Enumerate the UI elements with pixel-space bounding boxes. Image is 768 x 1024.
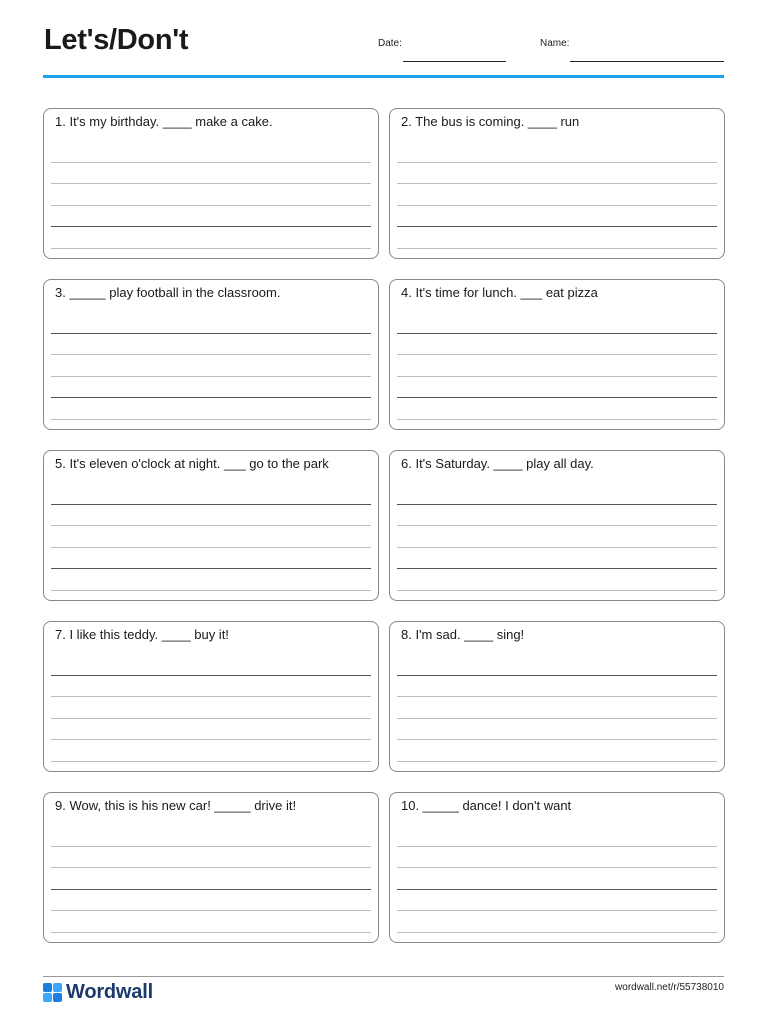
question-grid: [43, 108, 725, 943]
answer-lines[interactable]: [397, 312, 717, 420]
footer-url: wordwall.net/r/55738010: [615, 982, 724, 993]
question-card: [43, 792, 379, 943]
date-label: Date:: [378, 38, 402, 49]
wordwall-logo-text: Wordwall: [66, 981, 153, 1003]
answer-lines[interactable]: [51, 654, 371, 762]
question-prompt: 2. The bus is coming. ____ run: [401, 114, 580, 129]
question-prompt: 3. _____ play football in the classroom.: [55, 285, 281, 300]
answer-lines[interactable]: [397, 654, 717, 762]
answer-lines[interactable]: [51, 825, 371, 933]
question-card: [389, 792, 725, 943]
question-card: [43, 450, 379, 601]
footer-divider: [43, 976, 724, 977]
wordwall-logo-icon: [43, 983, 62, 1002]
question-card: [389, 279, 725, 430]
question-card: [389, 108, 725, 259]
answer-lines[interactable]: [51, 312, 371, 420]
answer-lines[interactable]: [397, 825, 717, 933]
worksheet-title: Let's/Don't: [44, 24, 189, 56]
date-field-line[interactable]: [403, 61, 506, 62]
question-prompt: 6. It's Saturday. ____ play all day.: [401, 456, 594, 471]
question-prompt: 1. It's my birthday. ____ make a cake.: [55, 114, 273, 129]
answer-lines[interactable]: [51, 141, 371, 249]
question-card: [43, 621, 379, 772]
question-prompt: 10. _____ dance! I don't want: [401, 798, 572, 813]
question-prompt: 5. It's eleven o'clock at night. ___ go to the park: [55, 456, 329, 471]
question-prompt: 7. I like this teddy. ____ buy it!: [55, 627, 229, 642]
question-prompt: 9. Wow, this is his new car! _____ drive it!: [55, 798, 297, 813]
question-card: [43, 108, 379, 259]
answer-lines[interactable]: [51, 483, 371, 591]
question-prompt: 4. It's time for lunch. ___ eat pizza: [401, 285, 598, 300]
name-field-line[interactable]: [570, 61, 724, 62]
wordwall-logo: [43, 981, 153, 1004]
header-divider: [43, 75, 724, 78]
question-card: [389, 621, 725, 772]
question-card: [43, 279, 379, 430]
question-card: [389, 450, 725, 601]
answer-lines[interactable]: [397, 483, 717, 591]
question-prompt: 8. I'm sad. ____ sing!: [401, 627, 525, 642]
name-label: Name:: [540, 38, 570, 49]
answer-lines[interactable]: [397, 141, 717, 249]
